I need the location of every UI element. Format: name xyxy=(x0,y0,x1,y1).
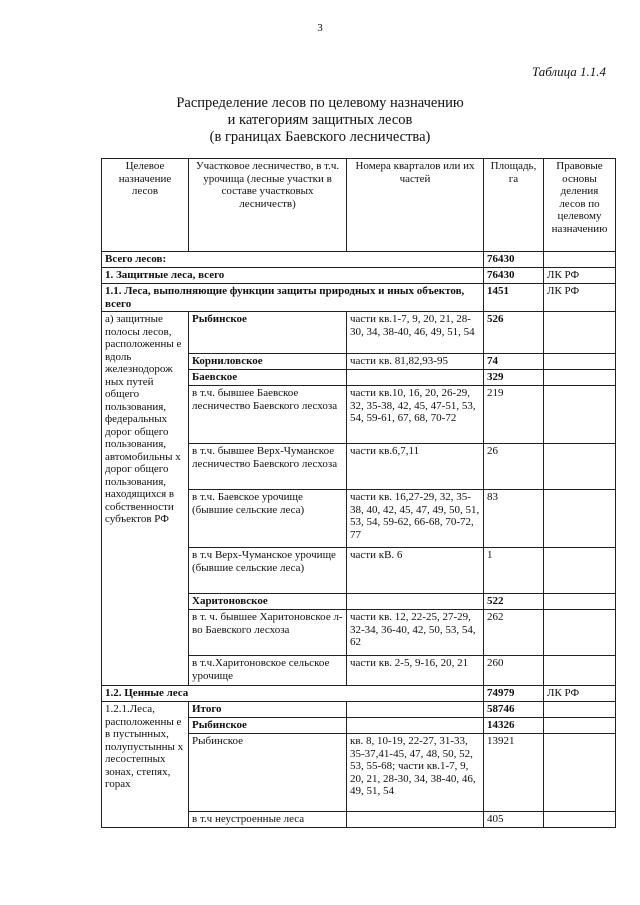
area-cell: 76430 xyxy=(484,268,544,284)
legal-basis-cell xyxy=(544,386,616,444)
area-cell: 76430 xyxy=(484,252,544,268)
summary-label: 1. Защитные леса, всего xyxy=(102,268,484,284)
area-cell: 1 xyxy=(484,548,544,594)
header-row xyxy=(102,159,616,252)
legal-basis-cell xyxy=(544,656,616,686)
legal-basis-cell xyxy=(544,594,616,610)
area-cell: 58746 xyxy=(484,702,544,718)
forestry-name-cell: в т.ч. Баевское урочище (бывшие сельские леса) xyxy=(189,490,347,548)
area-cell: 262 xyxy=(484,610,544,656)
legal-basis-cell xyxy=(544,718,616,734)
area-cell: 74979 xyxy=(484,686,544,702)
header-cell: Номера кварталов или их частей xyxy=(347,159,484,252)
summary-row xyxy=(102,686,616,702)
legal-basis-cell: ЛК РФ xyxy=(544,686,616,702)
forest-distribution-table xyxy=(101,158,616,828)
quarters-cell: части кв. 16,27-29, 32, 35-38, 40, 42, 45, 47, 49, 50, 51, 53, 54, 59-62, 66-68, 70-72, 77 xyxy=(347,490,484,548)
quarters-cell xyxy=(347,812,484,828)
legal-basis-cell xyxy=(544,702,616,718)
legal-basis-cell xyxy=(544,734,616,812)
title-line: Распределение лесов по целевому назначению xyxy=(176,95,464,111)
header-cell: Участковое лесничество, в т.ч. урочища (лесные участки в составе участковых лесничеств) xyxy=(189,159,347,252)
area-cell: 260 xyxy=(484,656,544,686)
quarters-cell: части кв. 12, 22-25, 27-29, 32-34, 36-40, 42, 50, 53, 54, 62 xyxy=(347,610,484,656)
area-cell: 329 xyxy=(484,370,544,386)
legal-basis-cell xyxy=(544,444,616,490)
legal-basis-cell xyxy=(544,354,616,370)
quarters-cell xyxy=(347,594,484,610)
summary-row xyxy=(102,252,616,268)
forestry-name-cell: Рыбинское xyxy=(189,718,347,734)
forestry-name-cell: в т.ч. бывшее Баевское лесничество Баевского лесхоза xyxy=(189,386,347,444)
area-cell: 405 xyxy=(484,812,544,828)
area-cell: 13921 xyxy=(484,734,544,812)
area-cell: 522 xyxy=(484,594,544,610)
area-cell: 1451 xyxy=(484,284,544,312)
forestry-name-cell: в т.ч неустроенные леса xyxy=(189,812,347,828)
title-line: (в границах Баевского лесничества) xyxy=(209,129,431,145)
forest-row xyxy=(102,312,616,354)
quarters-cell: кв. 8, 10-19, 22-27, 31-33, 35-37,41-45, 47, 48, 50, 52, 53, 55-68; части кв.1-7, 9, 20, 21, 28-30, 34, 38-40, 46, 49, 51, 54 xyxy=(347,734,484,812)
title-line: и категориям защитных лесов xyxy=(227,112,413,128)
quarters-cell: части кВ. 6 xyxy=(347,548,484,594)
summary-label: Всего лесов: xyxy=(102,252,484,268)
legal-basis-cell xyxy=(544,490,616,548)
forestry-name-cell: Рыбинское xyxy=(189,312,347,354)
legal-basis-cell xyxy=(544,610,616,656)
quarters-cell: части кв. 2-5, 9-16, 20, 21 xyxy=(347,656,484,686)
quarters-cell xyxy=(347,370,484,386)
summary-label: 1.1. Леса, выполняющие функции защиты природных и иных объектов, всего xyxy=(102,284,484,312)
area-cell: 526 xyxy=(484,312,544,354)
header-cell: Площадь, га xyxy=(484,159,544,252)
quarters-cell: части кв.6,7,11 xyxy=(347,444,484,490)
quarters-cell: части кв. 81,82,93-95 xyxy=(347,354,484,370)
quarters-cell: части кв.1-7, 9, 20, 21, 28-30, 34, 38-40, 46, 49, 51, 54 xyxy=(347,312,484,354)
purpose-cell: 1.2.1.Леса, расположенны е в пустынных, полупустынны х лесостепных зонах, степях, горах xyxy=(102,702,189,828)
table-title xyxy=(0,95,640,146)
summary-row xyxy=(102,284,616,312)
forestry-name-cell: Корниловское xyxy=(189,354,347,370)
forestry-name-cell: Харитоновское xyxy=(189,594,347,610)
quarters-cell: части кв.10, 16, 20, 26-29, 32, 35-38, 42, 45, 47-51, 53, 54, 59-61, 67, 68, 70-72 xyxy=(347,386,484,444)
purpose-cell: а) защитные полосы лесов, расположенны е вдоль железнодорож ных путей общего пользования, федеральных дорог общего пользования, автомобильны х дорог общего пользования, находящихся в собственности субъектов РФ xyxy=(102,312,189,686)
forestry-name-cell: в т. ч. бывшее Харитоновское л-во Баевского лесхоза xyxy=(189,610,347,656)
table-label: Таблица 1.1.4 xyxy=(531,64,606,79)
legal-basis-cell xyxy=(544,370,616,386)
quarters-cell xyxy=(347,702,484,718)
forest-row xyxy=(102,702,616,718)
legal-basis-cell: ЛК РФ xyxy=(544,284,616,312)
header-cell: Правовые основы деления лесов по целевому назначению xyxy=(544,159,616,252)
table-body xyxy=(102,159,616,828)
forestry-name-cell: в т.ч Верх-Чуманское урочище (бывшие сельские леса) xyxy=(189,548,347,594)
area-cell: 219 xyxy=(484,386,544,444)
legal-basis-cell xyxy=(544,812,616,828)
forestry-name-cell: Баевское xyxy=(189,370,347,386)
summary-label: 1.2. Ценные леса xyxy=(102,686,484,702)
forestry-name-cell: Рыбинское xyxy=(189,734,347,812)
area-cell: 74 xyxy=(484,354,544,370)
legal-basis-cell xyxy=(544,252,616,268)
forestry-name-cell: в т.ч. бывшее Верх-Чуманское лесничество Баевского лесхоза xyxy=(189,444,347,490)
area-cell: 14326 xyxy=(484,718,544,734)
page-number: 3 xyxy=(317,22,323,34)
legal-basis-cell xyxy=(544,312,616,354)
forestry-name-cell: Итого xyxy=(189,702,347,718)
area-cell: 26 xyxy=(484,444,544,490)
header-cell: Целевое назначение лесов xyxy=(102,159,189,252)
forestry-name-cell: в т.ч.Харитоновское сельское урочище xyxy=(189,656,347,686)
quarters-cell xyxy=(347,718,484,734)
area-cell: 83 xyxy=(484,490,544,548)
legal-basis-cell xyxy=(544,548,616,594)
legal-basis-cell: ЛК РФ xyxy=(544,268,616,284)
summary-row xyxy=(102,268,616,284)
